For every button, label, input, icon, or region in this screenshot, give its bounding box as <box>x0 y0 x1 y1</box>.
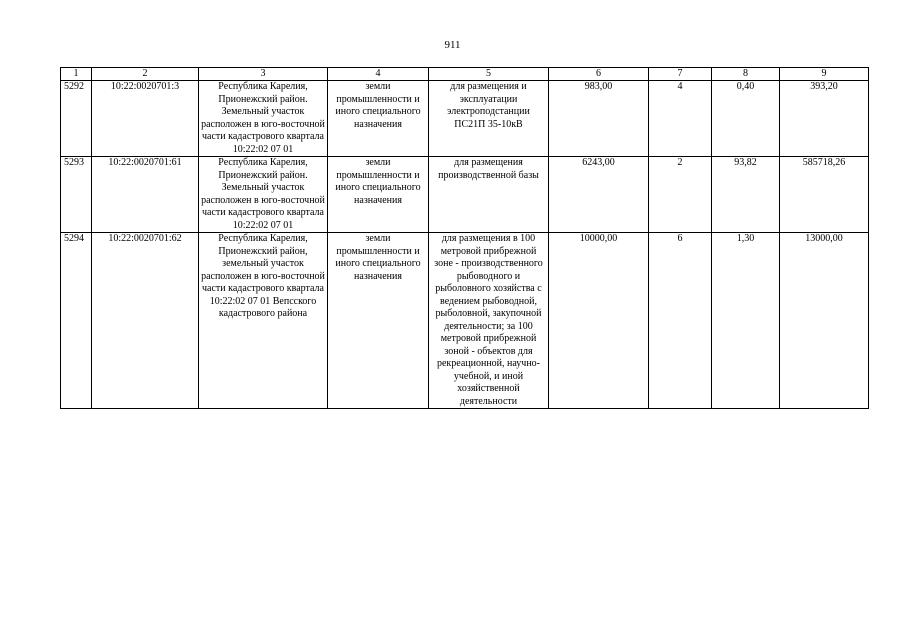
row-number-cell: 5294 <box>61 233 92 409</box>
location-cell: Республика Карелия, Прионежский район. Земельный участок расположен в юго-восточной части кадастрового квартала 10:22:02 07 01 <box>199 157 328 233</box>
location-cell: Республика Карелия, Прионежский район, земельный участок расположен в юго-восточной части кадастрового квартала 10:22:02 07 01 Вепсского кадастрового района <box>199 233 328 409</box>
page-number: 911 <box>444 39 461 51</box>
table-row <box>61 81 869 157</box>
land-category-cell: земли промышленности и иного специального назначения <box>328 81 429 157</box>
column-header: 8 <box>712 68 780 81</box>
column-header: 6 <box>549 68 649 81</box>
group-cell: 4 <box>649 81 712 157</box>
column-header: 2 <box>92 68 199 81</box>
row-number-cell: 5293 <box>61 157 92 233</box>
cadastral-number-cell: 10:22:0020701:61 <box>92 157 199 233</box>
area-cell: 10000,00 <box>549 233 649 409</box>
land-category-cell: земли промышленности и иного специального назначения <box>328 233 429 409</box>
area-cell: 6243,00 <box>549 157 649 233</box>
column-header: 1 <box>61 68 92 81</box>
column-header: 9 <box>780 68 869 81</box>
permitted-use-cell: для размещения производственной базы <box>429 157 549 233</box>
column-header: 5 <box>429 68 549 81</box>
group-cell: 6 <box>649 233 712 409</box>
rate-cell: 93,82 <box>712 157 780 233</box>
location-cell: Республика Карелия, Прионежский район. Земельный участок расположен в юго-восточной части кадастрового квартала 10:22:02 07 01 <box>199 81 328 157</box>
rate-cell: 0,40 <box>712 81 780 157</box>
table-row <box>61 233 869 409</box>
column-number-row <box>61 68 869 81</box>
permitted-use-cell: для размещения в 100 метровой прибрежной зоне - производственного рыбоводного и рыболовного хозяйства с ведением рыбоводной, рыболовной, закупочной деятельности; за 100 метровой прибрежной зоной - объектов для рекреационной, научно-учебной, и иной хозяйственной деятельности <box>429 233 549 409</box>
cadastral-value-cell: 393,20 <box>780 81 869 157</box>
rate-cell: 1,30 <box>712 233 780 409</box>
column-header: 3 <box>199 68 328 81</box>
column-header: 7 <box>649 68 712 81</box>
row-number-cell: 5292 <box>61 81 92 157</box>
land-category-cell: земли промышленности и иного специального назначения <box>328 157 429 233</box>
cadastral-value-cell: 585718,26 <box>780 157 869 233</box>
cadastral-number-cell: 10:22:0020701:3 <box>92 81 199 157</box>
permitted-use-cell: для размещения и эксплуатации электроподстанции ПС21П 35-10кВ <box>429 81 549 157</box>
table-row <box>61 157 869 233</box>
area-cell: 983,00 <box>549 81 649 157</box>
group-cell: 2 <box>649 157 712 233</box>
column-header: 4 <box>328 68 429 81</box>
cadastral-number-cell: 10:22:0020701:62 <box>92 233 199 409</box>
cadastral-value-cell: 13000,00 <box>780 233 869 409</box>
cadastral-value-table <box>60 67 869 409</box>
